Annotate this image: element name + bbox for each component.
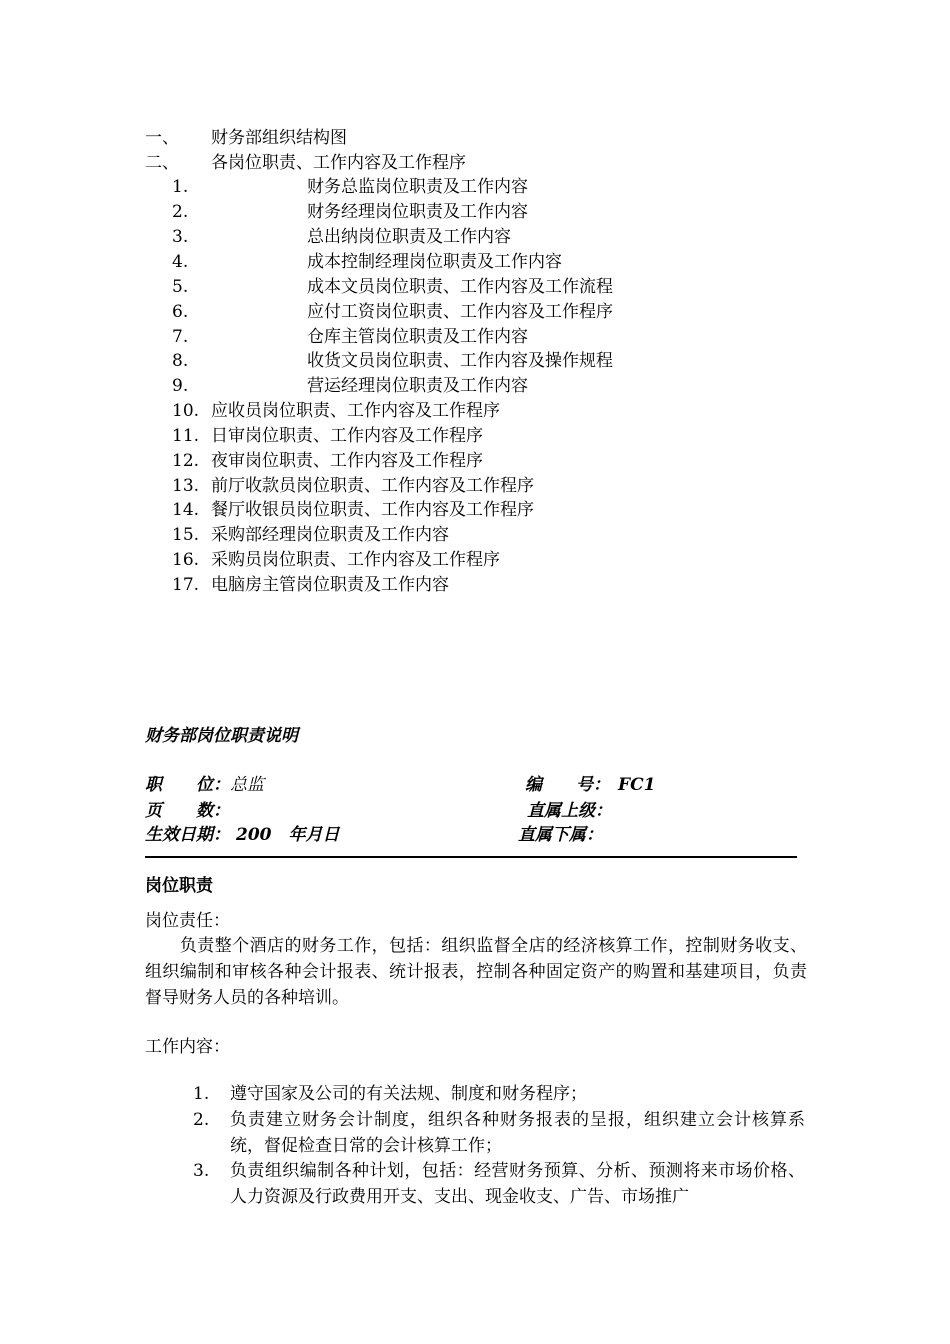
position-value: 总监 [230, 775, 264, 795]
work-item-text: 遵守国家及公司的有关法规、制度和财务程序； [230, 1084, 587, 1104]
toc-sub-number: 8. [172, 351, 189, 371]
toc-sub-number: 13. [172, 476, 200, 496]
pages-label: 页 数： [145, 801, 230, 821]
toc-sub-number: 10. [172, 401, 200, 421]
work-item-text: 负责建立财务会计制度，组织各种财务报表的呈报，组织建立会计核算系统，督促检查日常的会计核算工作； [230, 1110, 805, 1156]
subordinate-label: 直属下属： [518, 825, 603, 845]
toc-sub-text: 成本文员岗位职责、工作内容及工作流程 [307, 277, 613, 297]
toc-sub-text: 前厅收款员岗位职责、工作内容及工作程序 [211, 476, 534, 496]
toc-sub-number: 12. [172, 451, 200, 471]
effective-date-value: 200 年月日 [236, 825, 340, 845]
responsibility-label: 岗位责任： [145, 911, 230, 931]
toc-sub-text: 成本控制经理岗位职责及工作内容 [307, 252, 562, 272]
work-content-label: 工作内容： [145, 1037, 230, 1057]
responsibility-paragraph: 负责整个酒店的财务工作，包括：组织监督全店的经济核算工作，控制财务收支、组织编制和审核各种会计报表、统计报表，控制各种固定资产的购置和基建项目，负责督导财务人员的各种培训。 [145, 936, 807, 1008]
code-field [525, 775, 655, 795]
toc-sub-text: 应收员岗位职责、工作内容及工作程序 [211, 401, 500, 421]
toc-top-number: 二、 [145, 153, 179, 173]
code-label: 编 号： [525, 775, 610, 795]
toc-sub-number: 14. [172, 500, 200, 520]
toc-sub-text: 采购部经理岗位职责及工作内容 [211, 525, 449, 545]
toc-sub-text: 采购员岗位职责、工作内容及工作程序 [211, 550, 500, 570]
work-item-number: 1. [193, 1084, 210, 1104]
effective-date-field [145, 825, 340, 845]
effective-date-label: 生效日期： [145, 825, 230, 845]
work-item-number: 2. [193, 1110, 210, 1130]
toc-sub-number: 9. [172, 376, 189, 396]
toc-sub-number: 7. [172, 327, 189, 347]
toc-sub-number: 3. [172, 227, 189, 247]
toc-sub-number: 15. [172, 525, 200, 545]
toc-sub-text: 仓库主管岗位职责及工作内容 [307, 327, 528, 347]
toc-sub-text: 应付工资岗位职责、工作内容及工作程序 [307, 302, 613, 322]
toc-sub-number: 16. [172, 550, 200, 570]
toc-sub-text: 收货文员岗位职责、工作内容及操作规程 [307, 351, 613, 371]
toc-sub-text: 电脑房主管岗位职责及工作内容 [211, 575, 449, 595]
toc-sub-text: 餐厅收银员岗位职责、工作内容及工作程序 [211, 500, 534, 520]
toc-sub-text: 财务总监岗位职责及工作内容 [307, 177, 528, 197]
toc-top-text: 财务部组织结构图 [211, 128, 347, 148]
toc-sub-text: 日审岗位职责、工作内容及工作程序 [211, 426, 483, 446]
toc-sub-text: 营运经理岗位职责及工作内容 [307, 376, 528, 396]
toc-sub-text: 总出纳岗位职责及工作内容 [307, 227, 511, 247]
toc-top-number: 一、 [145, 128, 179, 148]
toc-sub-number: 6. [172, 302, 189, 322]
header-divider [145, 856, 797, 858]
code-value: FC1 [618, 775, 656, 795]
duties-heading: 岗位职责 [145, 876, 213, 896]
work-item-text: 负责组织编制各种计划，包括：经营财务预算、分析、预测将来市场价格、人力资源及行政费用开支、支出、现金收支、广告、市场推广 [230, 1161, 805, 1207]
toc-top-text: 各岗位职责、工作内容及工作程序 [211, 153, 466, 173]
toc-sub-number: 5. [172, 277, 189, 297]
toc-sub-number: 17. [172, 575, 200, 595]
toc-sub-text: 财务经理岗位职责及工作内容 [307, 202, 528, 222]
work-item-number: 3. [193, 1161, 210, 1181]
position-label: 职 位： [145, 775, 230, 795]
toc-sub-number: 4. [172, 252, 189, 272]
superior-label: 直属上级： [527, 801, 612, 821]
toc-sub-number: 11. [172, 426, 200, 446]
toc-sub-text: 夜审岗位职责、工作内容及工作程序 [211, 451, 483, 471]
toc-sub-number: 2. [172, 202, 189, 222]
toc-sub-number: 1. [172, 177, 189, 197]
section-title: 财务部岗位职责说明 [145, 726, 298, 746]
position-field [145, 775, 264, 795]
